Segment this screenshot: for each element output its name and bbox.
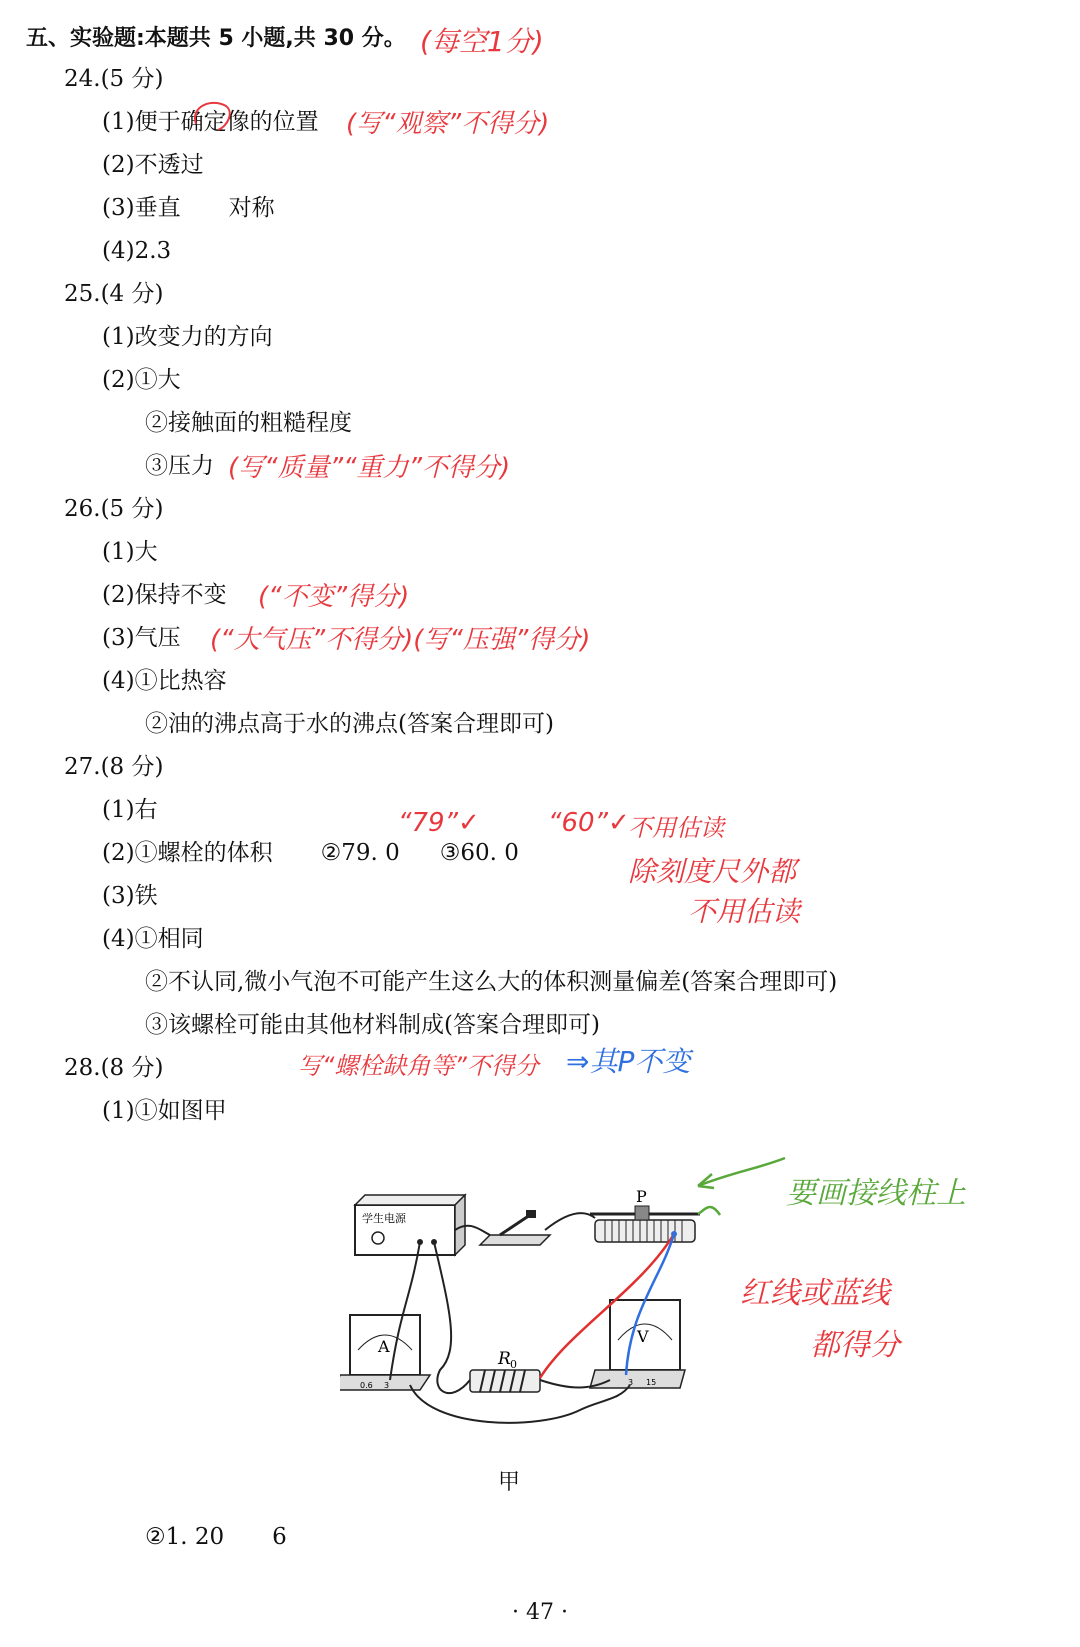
- q24-answer-4: (4)2.3: [102, 238, 172, 264]
- q24-answer-2: (2)不透过: [102, 152, 204, 178]
- switch: [480, 1210, 550, 1245]
- q27-note-4c-blue: ⇒其P不变: [566, 1045, 691, 1078]
- q26-number: 26.(5 分): [64, 496, 164, 522]
- section-heading: [26, 24, 406, 54]
- q25-answer-2b: ②接触面的粗糙程度: [145, 410, 352, 436]
- q28-answer-2b: 6: [272, 1524, 287, 1550]
- resistor-r0: [470, 1349, 540, 1392]
- resistor-label: R: [498, 1349, 511, 1369]
- q26-note-2: (“不变”得分): [258, 582, 410, 612]
- q28-answer-2: [145, 1522, 287, 1552]
- q26-answer-3: (3)气压: [102, 625, 181, 651]
- q25-note: (写“质量”“重力”不得分): [228, 453, 511, 483]
- q25-number: 25.(4 分): [64, 281, 164, 307]
- q27-answer-2c: ③60. 0: [439, 840, 519, 866]
- q27-note-79: “79”✓: [398, 808, 480, 838]
- ammeter: [340, 1315, 430, 1390]
- q24-answer-3: [102, 193, 275, 223]
- slider-label-p: P: [636, 1190, 647, 1206]
- circle-mark: [188, 96, 236, 136]
- q24-answer-1: (1)便于确定像的位置: [102, 109, 319, 135]
- voltmeter: [590, 1300, 685, 1388]
- q27-note-4c: 写“螺栓缺角等”不得分: [298, 1052, 539, 1080]
- q27-answer-1: (1)右: [102, 797, 158, 823]
- q26-answer-4: (4)①比热容: [102, 668, 227, 694]
- q27-answer-4b: ②不认同,微小气泡不可能产生这么大的体积测量偏差(答案合理即可): [145, 969, 838, 995]
- handwritten-note-per-blank: (每空1分): [420, 25, 544, 58]
- q27-note-est1: 不用估读: [628, 814, 724, 842]
- q26-note-3: (“大气压”不得分)(写“压强”得分): [210, 625, 591, 655]
- section-heading-text: 五、实验题:本题共 5 小题,共 30 分。: [26, 26, 406, 51]
- q27-answer-2b: ②79. 0: [320, 840, 400, 866]
- q28-answer-1: (1)①如图甲: [102, 1098, 227, 1124]
- q27-note-est3: 不用估读: [688, 895, 801, 928]
- q24-number: 24.(5 分): [64, 66, 164, 92]
- q27-answer-4c: ③该螺栓可能由其他材料制成(答案合理即可): [145, 1012, 600, 1038]
- power-supply-label: 学生电源: [362, 1212, 406, 1225]
- q27-number: 27.(8 分): [64, 754, 164, 780]
- ammeter-scale-1: 0.6: [360, 1381, 373, 1390]
- q27-note-60: “60”✓: [548, 808, 630, 838]
- q27-answer-2a: (2)①螺栓的体积: [102, 840, 273, 866]
- voltmeter-scale-2: 15: [646, 1378, 657, 1387]
- q25-answer-1: (1)改变力的方向: [102, 324, 273, 350]
- circuit-diagram: [340, 1190, 740, 1460]
- rheostat: [590, 1190, 700, 1242]
- ammeter-label: A: [378, 1337, 390, 1356]
- q25-answer-2c: ③压力: [145, 453, 214, 479]
- q27-answer-2: [102, 838, 519, 868]
- q28-note-red-1: 红线或蓝线: [740, 1276, 890, 1311]
- q28-note-red-2: 都得分: [810, 1328, 900, 1363]
- q26-answer-2: (2)保持不变: [102, 582, 227, 608]
- q26-answer-1: (1)大: [102, 539, 158, 565]
- q27-answer-4: (4)①相同: [102, 926, 204, 952]
- green-arrow-icon: [690, 1148, 790, 1198]
- q27-answer-3: (3)铁: [102, 883, 158, 909]
- voltmeter-scale-1: 3: [628, 1378, 634, 1387]
- q25-answer-2: (2)①大: [102, 367, 181, 393]
- q28-answer-2a: ②1. 20: [145, 1524, 225, 1550]
- voltmeter-label: V: [637, 1327, 649, 1346]
- q26-answer-4b: ②油的沸点高于水的沸点(答案合理即可): [145, 711, 554, 737]
- ammeter-scale-2: 3: [384, 1381, 390, 1390]
- q24-note-1: (写“观察”不得分): [346, 109, 550, 139]
- q24-answer-3-b: 对称: [228, 195, 275, 221]
- page-number: · 47 ·: [512, 1600, 568, 1625]
- q24-answer-3-a: (3)垂直: [102, 195, 181, 221]
- power-supply: [355, 1195, 465, 1255]
- q28-number: 28.(8 分): [64, 1055, 164, 1081]
- resistor-label-subscript: 0: [510, 1358, 517, 1371]
- q27-note-est2: 除刻度尺外都: [628, 855, 797, 888]
- figure-caption: 甲: [498, 1470, 521, 1495]
- q28-note-green: 要画接线柱上: [786, 1176, 966, 1211]
